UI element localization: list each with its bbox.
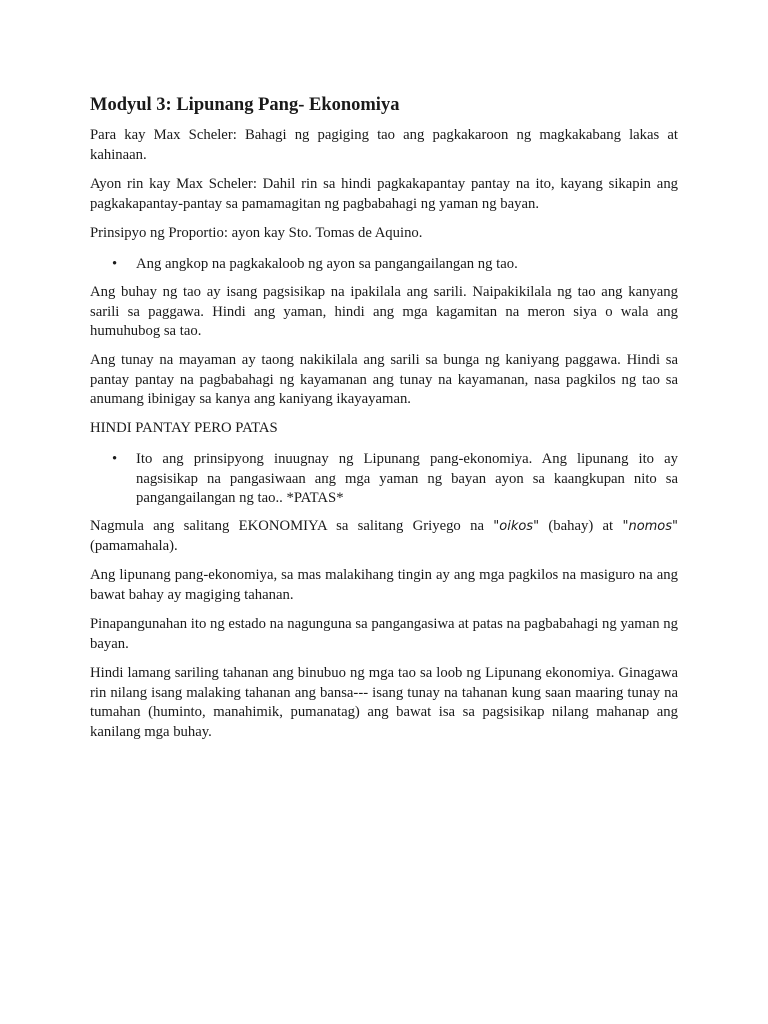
paragraph-scheler-2: Ayon rin kay Max Scheler: Dahil rin sa hindi pagkakapantay pantay na ito, kayang sikapin ang pagkakapantay-pantay sa pamamagitan ng pagbabahagi ng yaman ng bayan.	[90, 176, 678, 212]
module-title: Modyul 3: Lipunang Pang- Ekonomiya	[90, 95, 400, 115]
term-oikos: "oikos"	[493, 519, 540, 534]
paragraph-ekonomiya-origin	[90, 517, 678, 556]
paragraph-proportio: Prinsipyo ng Proportio: ayon kay Sto. Tomas de Aquino.	[90, 225, 423, 241]
paragraph-buhay-ng-tao: Ang buhay ng tao ay isang pagsisikap na ipakilala ang sarili. Naipakikilala ng tao ang kanyang sarili sa paggawa. Hindi ang yaman, hindi ang mga kagamitan na meron siya o wala ang humuhubog sa tao.	[90, 284, 678, 339]
paragraph-tunay-na-mayaman: Ang tunay na mayaman ay taong nakikilala ang sarili sa bunga ng kaniyang paggawa. Hindi sa pantay pantay na pagbabahagi ng kayamanan ang tunay na kayamanan, nasa pagkilos ng tao sa anumang ibinigay sa kanya ang kaniyang ikayayaman.	[90, 352, 678, 407]
paragraph-hindi-pantay: HINDI PANTAY PERO PATAS	[90, 420, 278, 436]
bullet-text: Ang angkop na pagkakaloob ng ayon sa pangangailangan ng tao.	[136, 256, 518, 272]
text-segment: (bahay) at	[539, 518, 623, 534]
paragraph-lipunang-pang-ekonomiya: Ang lipunang pang-ekonomiya, sa mas malakihang tingin ay ang mga pagkilos na masiguro na ang bawat bahay ay magiging tahanan.	[90, 567, 678, 603]
term-nomos: "nomos"	[622, 519, 679, 534]
bullet-icon: •	[112, 451, 118, 467]
paragraph-tahanan: Hindi lamang sariling tahanan ang binubuo ng mga tao sa loob ng Lipunang ekonomiya. Ginagawa rin nilang isang malaking tahanan ang bansa--- isang tunay na tahanan kung saan maaring tunay na tumahan (huminto, manahimik, pumanatag) ang bawat isa sa pagsisikap nilang mahanap ang kanilang mga buhay.	[90, 665, 678, 740]
bullet-text: Ito ang prinsipyong inuugnay ng Lipunang pang-ekonomiya. Ang lipunang ito ay nagsisikap na pangasiwaan ang mga yaman ng bayan ayon sa kaangkupan nito sa pangangailangan ng tao.. *PATAS*	[136, 451, 678, 506]
text-segment: (pamamahala).	[90, 537, 178, 554]
paragraph-estado: Pinapangunahan ito ng estado na nagunguna sa pangangasiwa at patas na pagbabahagi ng yaman ng bayan.	[90, 616, 678, 652]
bullet-item-proportio	[112, 255, 678, 275]
paragraph-scheler-1: Para kay Max Scheler: Bahagi ng pagiging tao ang pagkakaroon ng magkakabang lakas at kahinaan.	[90, 127, 678, 163]
text-segment: Nagmula ang salitang EKONOMIYA sa salitang Griyego na	[90, 518, 494, 534]
bullet-item-prinsipyo	[112, 450, 678, 509]
bullet-icon: •	[112, 256, 118, 272]
